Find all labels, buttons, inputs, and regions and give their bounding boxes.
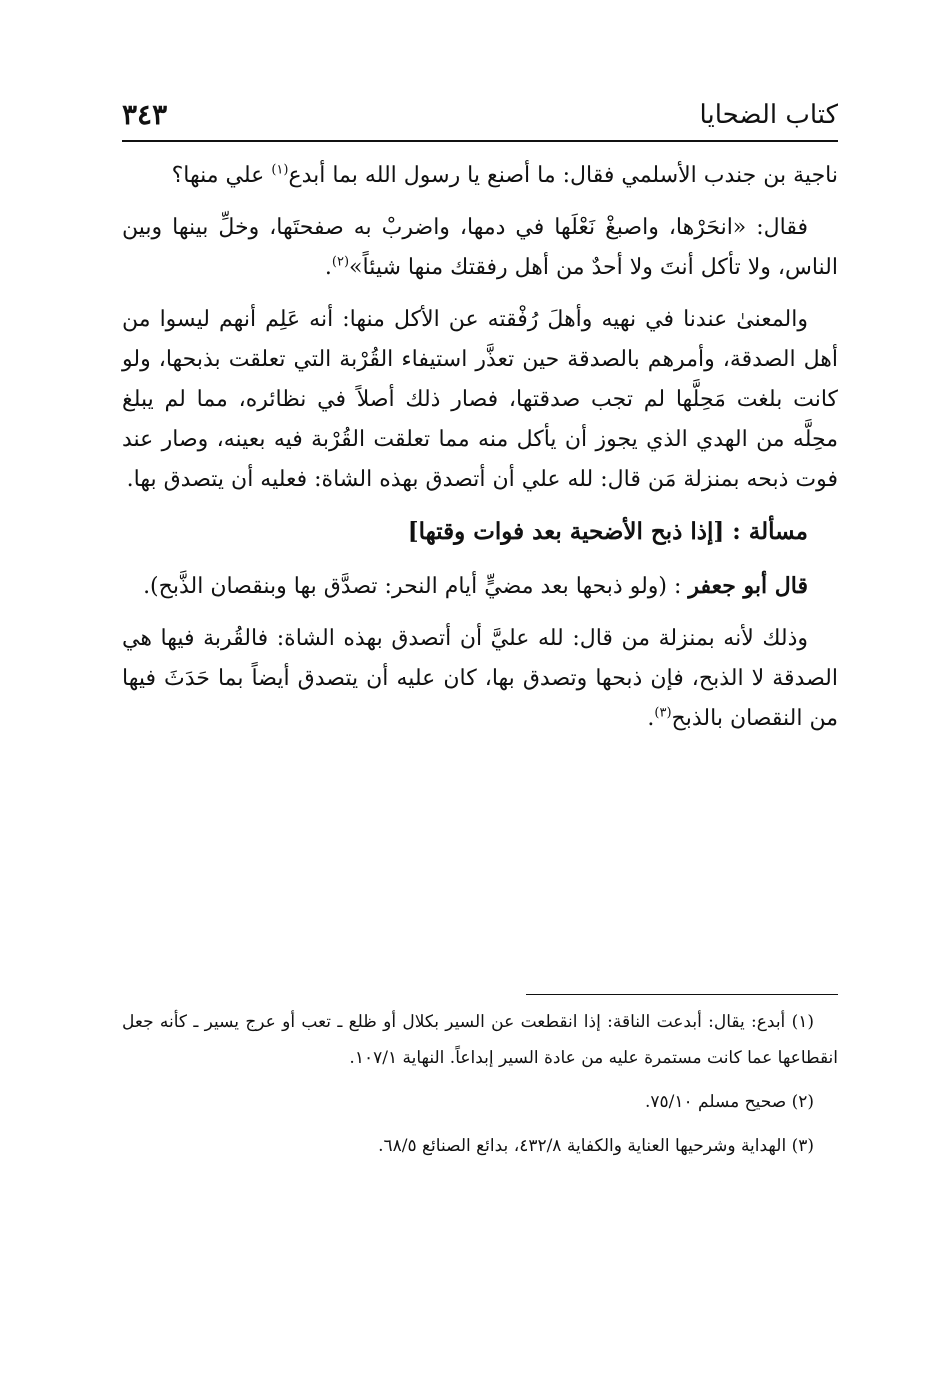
paragraph-1-end: علي منها؟ bbox=[171, 163, 272, 188]
paragraph-2-text: فقال: «انحَرْها، واصبغْ نَعْلَها في دمها، واضربْ به صفحتَها، وخلِّ بينها وبين الناس، ولا تأكل أنتَ ولا أحدٌ من أهل رفقتك منها شيئاً» bbox=[122, 215, 838, 280]
main-text bbox=[122, 156, 838, 751]
footnote-2: (٢) صحيح مسلم ٧٥/١٠. bbox=[644, 1092, 814, 1112]
footnote-3: (٣) الهداية وشرحيها العناية والكفاية ٤٣٢/٨، بدائع الصنائع ٦٨/٥. bbox=[378, 1136, 814, 1156]
footnote-ref-1: (١) bbox=[271, 162, 289, 178]
page-header bbox=[122, 92, 838, 132]
footnote-ref-3: (٣) bbox=[654, 705, 672, 721]
book-title: كتاب الضحايا bbox=[699, 100, 838, 130]
footnote-ref-2: (٢) bbox=[331, 254, 350, 270]
page-number: ٣٤٣ bbox=[122, 98, 168, 131]
paragraph-1 bbox=[122, 156, 838, 196]
book-page bbox=[122, 0, 838, 1377]
paragraph-3: والمعنىٰ عندنا في نهيه وأهلَ رُفْقته عن الأكل منها: أنه عَلِم أنهم ليسوا من أهل الصدقة، وأمرهم بالصدقة حين تعذَّر استيفاء القُرْبة التي تعلقت بذبحها، ولو كانت بلغت مَحِلَّها لم تجب صدقتها، فصار ذلك أصلاً في نظائره، مما لم يبلغ محِلَّه من الهدي الذي يجوز أن يأكل منه مما تعلقت القُرْبة فيه بعينه، وصار عند فوت ذبحه بمنزلة مَن قال: لله علي أن أتصدق بهذه الشاة: فعليه أن يتصدق بها. bbox=[122, 307, 838, 492]
paragraph-4-text: : (ولو ذبحها بعد مضيٍّ أيام النحر: تصدَّق بها وبنقصان الذَّبح). bbox=[143, 574, 689, 599]
paragraph-5-text: وذلك لأنه بمنزلة من قال: لله عليَّ أن أتصدق بهذه الشاة: فالقُربة فيها هي الصدقة لا الذبح، فإن ذبحها وتصدق بها، كان عليه أن يتصدق أيضاً بما حَدَثَ فيها من النقصان بالذبح bbox=[122, 626, 838, 731]
paragraph-2 bbox=[122, 208, 838, 288]
paragraph-4 bbox=[122, 566, 838, 607]
section-heading: مسألة : [إذا ذبح الأضحية بعد فوات وقتها] bbox=[407, 518, 808, 545]
paragraph-1-text: ناجية بن جندب الأسلمي فقال: ما أصنع يا رسول الله بما أبدع bbox=[288, 163, 838, 188]
header-divider bbox=[122, 140, 838, 142]
footnote-1: (١) أبدع: يقال: أبدعت الناقة: إذا انقطعت عن السير بكلال أو ظلع ـ تعب أو عرج يسير ـ كأنه جعل انقطاعها عما كانت مستمرة عليه من عادة السير إبداعاً. النهاية ١٠٧/١. bbox=[122, 1012, 838, 1068]
paragraph-2-end: . bbox=[324, 255, 332, 280]
footnotes bbox=[122, 1004, 838, 1172]
footnote-divider bbox=[526, 994, 838, 995]
paragraph-5 bbox=[122, 619, 838, 739]
paragraph-5-end: . bbox=[647, 706, 655, 731]
speaker-name: قال أبو جعفر bbox=[688, 573, 808, 599]
